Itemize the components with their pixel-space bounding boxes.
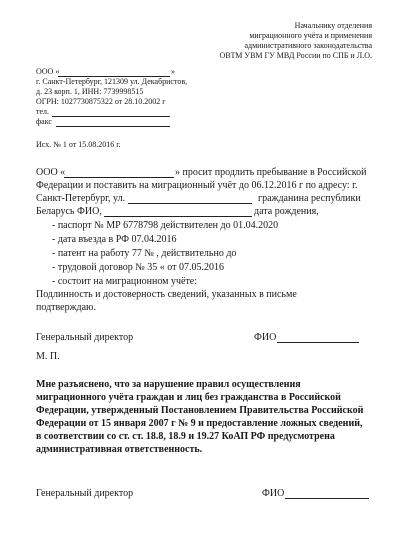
- notice-line-1: Мне разъяснено, что за нарушение правил осуществления: [36, 379, 301, 390]
- body-confirm-line-2: подтверждаю.: [36, 302, 97, 313]
- body-line-4-prefix: Беларусь ФИО,: [36, 206, 102, 217]
- notice-line-6: административная ответственность.: [36, 444, 203, 455]
- signature-1-line: [277, 342, 359, 343]
- signature-1-fio: ФИО: [254, 332, 277, 343]
- recipient-line-3: административного законодательства: [244, 41, 372, 50]
- body-item-entry-date: - дата въезда в РФ 07.04.2016: [52, 234, 177, 245]
- signature-2-fio: ФИО: [262, 488, 285, 499]
- recipient-line-1: Начальнику отделения: [294, 21, 372, 30]
- body-street-blank: [128, 203, 252, 204]
- body-line-3-prefix: Санкт-Петербург, ул.: [36, 193, 126, 204]
- notice-line-2: миграционного учёта граждан и лиц без гражданства в Российской: [36, 392, 341, 403]
- notice-line-5: в соответствии со ст. ст. 18.8, 18.9 и 19.27 КоАП РФ предусмотрена: [36, 431, 335, 442]
- signature-2-line: [285, 498, 369, 499]
- body-item-registration: - состоит на миграционном учёте:: [52, 276, 198, 287]
- recipient-line-2: миграционного учёта и применения: [249, 31, 372, 40]
- signature-2-position: Генеральный директор: [36, 488, 134, 499]
- body-line-1-suffix: » просит продлить пребывание в Российской: [175, 167, 367, 178]
- stamp-place: М. П.: [36, 351, 60, 362]
- body-item-patent: - патент на работу 77 № , действительно до: [52, 248, 237, 259]
- body-confirm-line-1: Подлинность и достоверность сведений, указанных в письме: [36, 289, 297, 300]
- outgoing-number: Исх. № 1 от 15.08.2016 г.: [36, 140, 121, 149]
- body-line-1-prefix: ООО «: [36, 167, 66, 178]
- body-org-blank: [64, 177, 174, 178]
- sender-ogrn: ОГРН: 1027730875322 от 28.10.2002 г: [36, 97, 166, 106]
- body-line-2: Федерации и поставить на миграционный учёт до 06.12.2016 г по адресу: г.: [36, 180, 358, 191]
- notice-line-3: Федерации, утвержденный Постановлением Правительства Российской: [36, 405, 364, 416]
- sender-tel-blank: [52, 116, 170, 117]
- sender-address: г. Санкт-Петербург, 121309 ул. Декабристов,: [36, 77, 188, 86]
- sender-fax-blank: [56, 126, 170, 127]
- sender-tel-label: тел.: [36, 107, 50, 116]
- sender-fax-label: факс: [36, 117, 52, 126]
- sender-address-2: д. 23 корп. 1, ИНН: 7739998515: [36, 87, 144, 96]
- recipient-line-4: ОВТМ УВМ ГУ МВД России по СПБ и Л.О.: [219, 51, 372, 60]
- body-fio-blank: [104, 216, 252, 217]
- body-line-4-suffix: дата рождения,: [254, 206, 319, 217]
- sender-org-suffix: »: [171, 67, 175, 76]
- sender-org-prefix: ООО «: [36, 67, 60, 76]
- body-item-passport: - паспорт № МР 6778798 действителен до 01.04.2020: [52, 220, 279, 231]
- notice-line-4: Федерации от 15 января 2007 г № 9 и предоставление ложных сведений,: [36, 418, 363, 429]
- body-item-contract: - трудовой договор № 35 « от 07.05.2016: [52, 262, 225, 273]
- body-line-3-suffix: гражданина республики: [258, 193, 361, 204]
- signature-1-position: Генеральный директор: [36, 332, 134, 343]
